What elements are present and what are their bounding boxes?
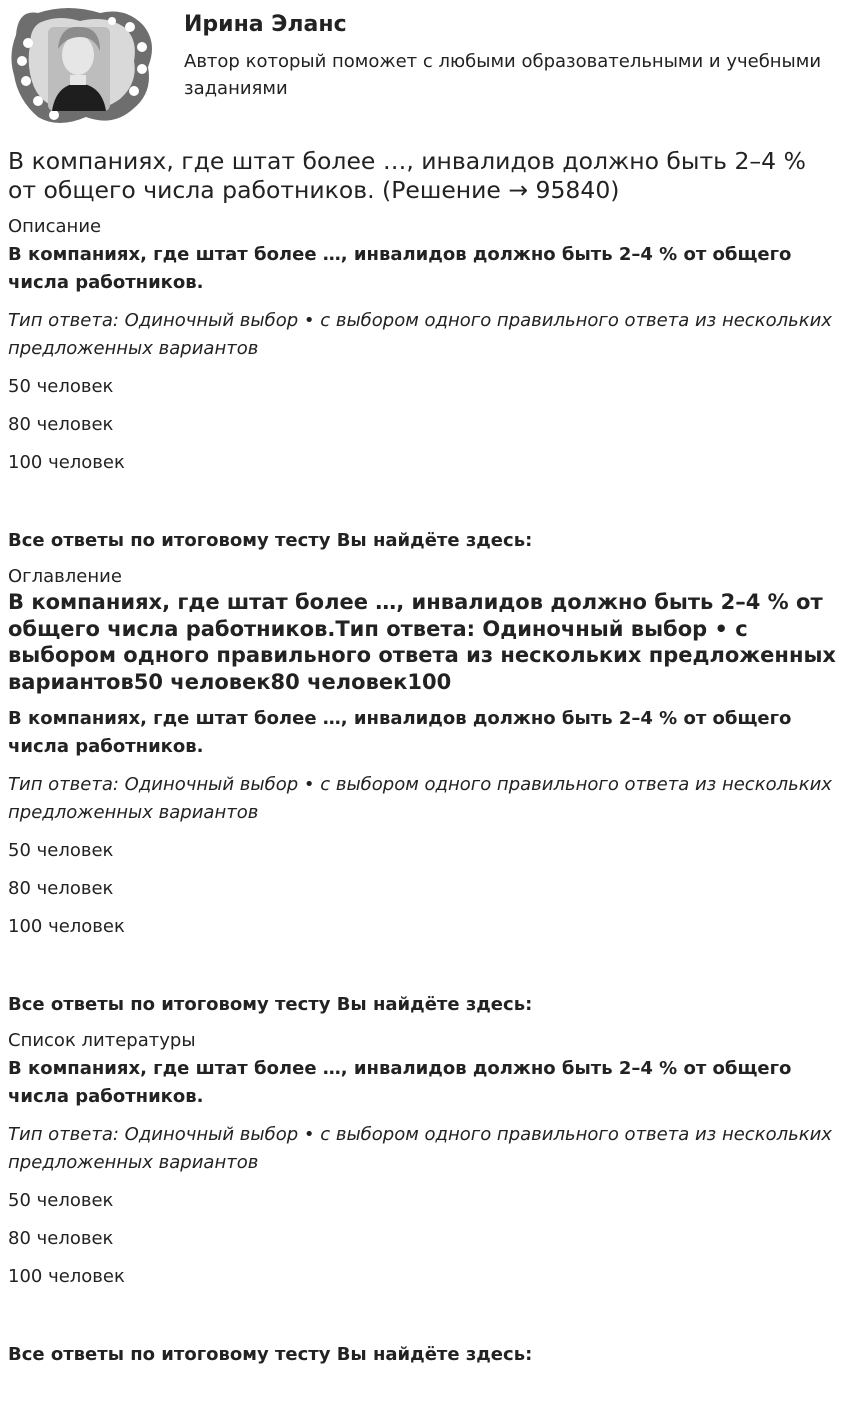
- option-item: 80 человек: [8, 878, 114, 899]
- section-label: Описание: [8, 216, 102, 237]
- option-item: 80 человек: [8, 414, 114, 435]
- option-item: 100 человек: [8, 1266, 125, 1287]
- option-item: 100 человек: [8, 916, 125, 937]
- all-answers-text: Все ответы по итоговому тесту Вы найдёте здесь:: [8, 1344, 533, 1365]
- author-description: Автор который поможет с любыми образовательными и учебными заданиями: [184, 51, 822, 99]
- option-item: 80 человек: [8, 1228, 114, 1249]
- all-answers-text: Все ответы по итоговому тесту Вы найдёте здесь:: [8, 994, 533, 1015]
- section-description: [8, 215, 839, 555]
- answer-type: Тип ответа: Одиночный выбор • с выбором одного правильного ответа из нескольких предложенных вариантов: [8, 310, 832, 359]
- answer-type: Тип ответа: Одиночный выбор • с выбором одного правильного ответа из нескольких предложенных вариантов: [8, 774, 832, 823]
- question-text: В компаниях, где штат более …, инвалидов должно быть 2–4 % от общего числа работников.: [8, 244, 792, 293]
- answer-type: Тип ответа: Одиночный выбор • с выбором одного правильного ответа из нескольких предложенных вариантов: [8, 1124, 832, 1173]
- page-title: В компаниях, где штат более …, инвалидов должно быть 2–4 % от общего числа работников. (Решение → 95840): [8, 147, 806, 204]
- author-avatar[interactable]: [8, 5, 156, 127]
- author-name[interactable]: Ирина Эланс: [184, 12, 347, 37]
- question-text: В компаниях, где штат более …, инвалидов должно быть 2–4 % от общего числа работников.: [8, 708, 792, 757]
- option-item: 50 человек: [8, 1190, 114, 1211]
- option-item: 50 человек: [8, 376, 114, 397]
- option-item: 50 человек: [8, 840, 114, 861]
- contents-heading: В компаниях, где штат более …, инвалидов должно быть 2–4 % от общего числа работников.Тип ответа: Одиночный выбор • с выбором одного правильного ответа из нескольких предложенных вариантов50 человек80 человек100: [8, 590, 836, 694]
- author-block: [8, 0, 839, 130]
- option-item: 100 человек: [8, 452, 125, 473]
- section-label: Список литературы: [8, 1030, 196, 1051]
- section-label: Оглавление: [8, 566, 122, 587]
- section-bibliography: [8, 1029, 839, 1369]
- question-text: В компаниях, где штат более …, инвалидов должно быть 2–4 % от общего числа работников.: [8, 1058, 792, 1107]
- all-answers-text: Все ответы по итоговому тесту Вы найдёте здесь:: [8, 530, 533, 551]
- section-contents: [8, 565, 839, 1019]
